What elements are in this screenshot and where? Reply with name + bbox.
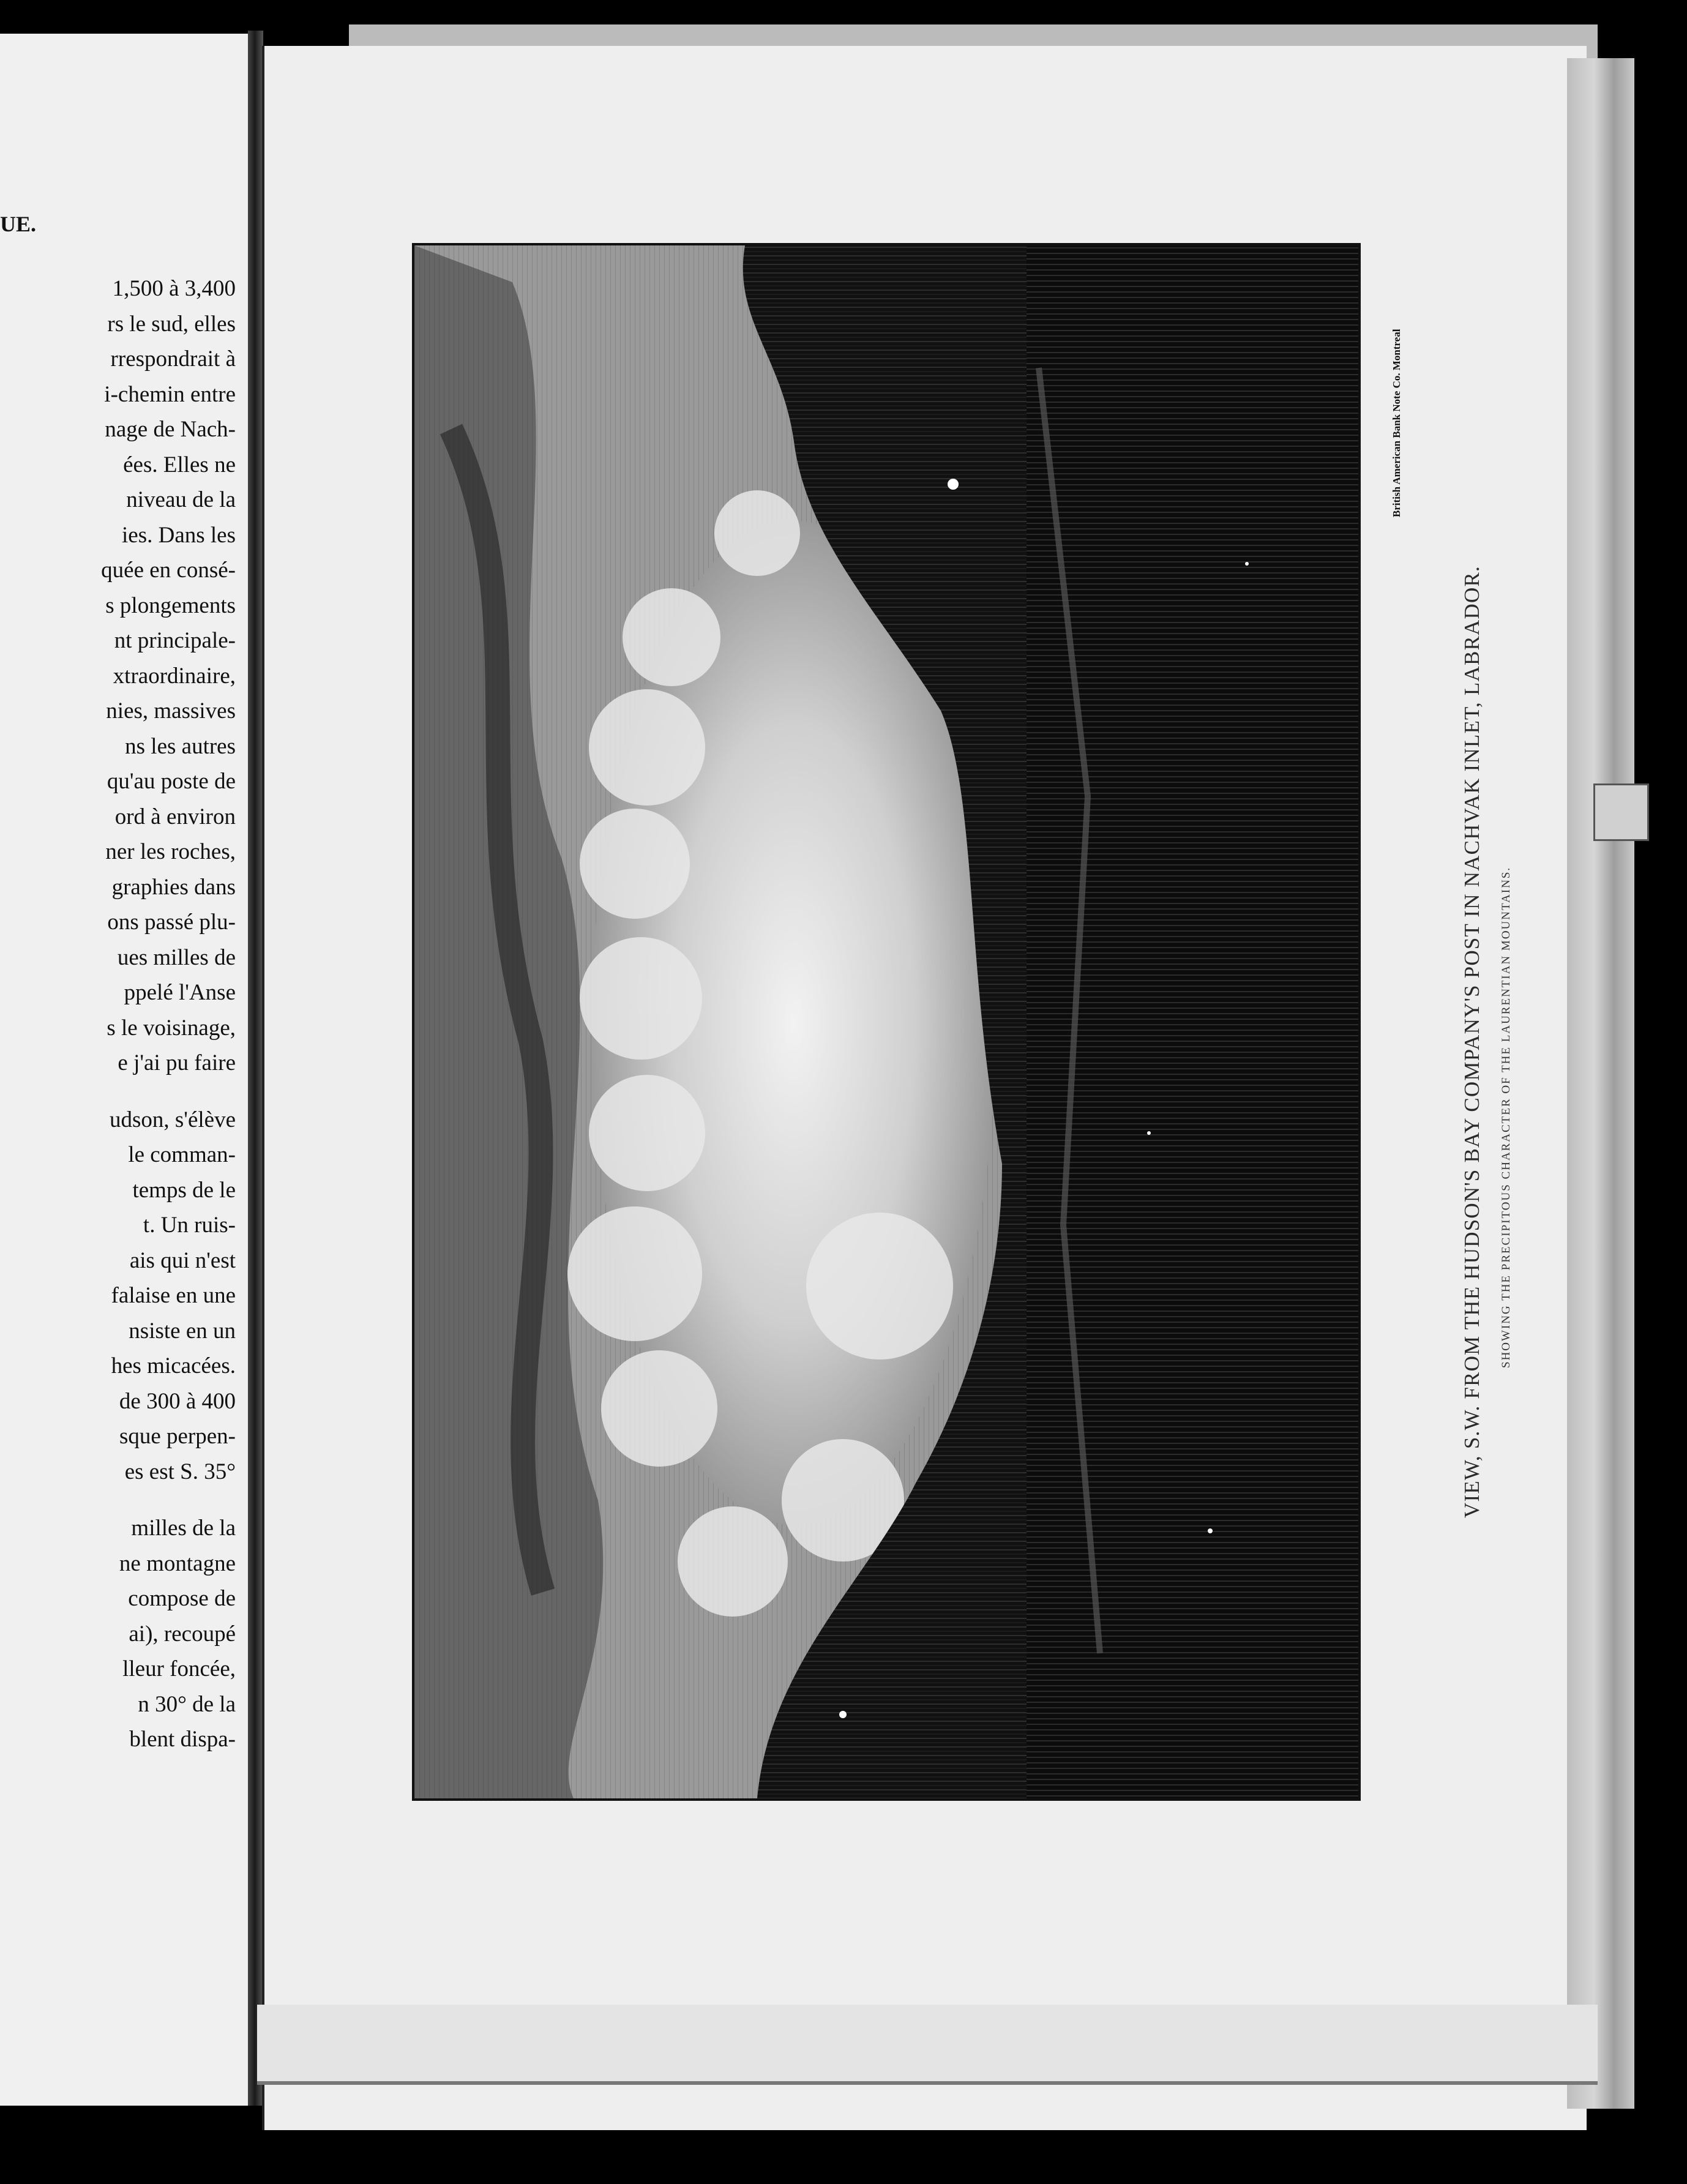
text-line: sque perpen- bbox=[119, 1424, 236, 1449]
text-line: graphies dans bbox=[111, 875, 236, 900]
plate-subcaption: SHOWING THE PRECIPITOUS CHARACTER OF THE LAURENTIAN MOUNTAINS. bbox=[1500, 866, 1513, 1368]
book-gutter bbox=[248, 31, 263, 2106]
text-line: e j'ai pu faire bbox=[118, 1050, 236, 1075]
text-line: s plongements bbox=[105, 593, 236, 618]
text-line: le comman- bbox=[128, 1142, 236, 1167]
text-line: compose de bbox=[128, 1586, 236, 1611]
text-line: ées. Elles ne bbox=[123, 452, 236, 477]
text-line: nt principale- bbox=[114, 628, 236, 653]
text-line: nies, massives bbox=[106, 698, 236, 724]
text-line: ner les roches, bbox=[105, 839, 236, 864]
page-stack-edge bbox=[1567, 58, 1634, 2109]
text-line: ons passé plu- bbox=[107, 910, 236, 935]
text-line: xtraordinaire, bbox=[113, 664, 236, 689]
engraved-plate bbox=[412, 243, 1361, 1801]
text-line: t. Un ruis- bbox=[143, 1213, 236, 1238]
text-line: ai), recoupé bbox=[129, 1621, 236, 1647]
text-line: s le voisinage, bbox=[107, 1015, 236, 1041]
text-line: niveau de la bbox=[126, 487, 236, 512]
binding-tape bbox=[1593, 783, 1649, 841]
text-line: rrespondrait à bbox=[110, 346, 236, 372]
printer-credit: British American Bank Note Co. Montreal bbox=[1391, 329, 1402, 517]
text-line: ais qui n'est bbox=[129, 1248, 236, 1273]
text-line: es est S. 35° bbox=[124, 1459, 236, 1484]
mountain-landscape-engraving bbox=[414, 245, 1358, 1798]
text-line: ns les autres bbox=[125, 734, 236, 759]
text-line: blent dispa- bbox=[129, 1727, 236, 1752]
text-line: rs le sud, elles bbox=[107, 312, 236, 337]
text-line: ord à environ bbox=[114, 804, 236, 829]
text-line: nage de Nach- bbox=[105, 417, 236, 442]
text-line: ppelé l'Anse bbox=[124, 980, 236, 1005]
text-line: falaise en une bbox=[111, 1283, 236, 1308]
text-line: udson, s'élève bbox=[109, 1107, 236, 1132]
text-line: lleur foncée, bbox=[122, 1656, 236, 1681]
text-line: hes micacées. bbox=[111, 1353, 236, 1378]
running-heading: UE. bbox=[0, 212, 37, 236]
left-page bbox=[0, 34, 248, 2106]
text-line: qu'au poste de bbox=[107, 769, 236, 794]
text-line: temps de le bbox=[132, 1178, 236, 1203]
page-bottom-edge bbox=[257, 2005, 1598, 2085]
text-line: ies. Dans les bbox=[122, 523, 236, 548]
text-line: n 30° de la bbox=[138, 1692, 236, 1717]
text-line: nsiste en un bbox=[129, 1318, 236, 1344]
text-line: ne montagne bbox=[119, 1551, 236, 1576]
text-line: de 300 à 400 bbox=[119, 1389, 236, 1414]
text-line: ues milles de bbox=[117, 945, 236, 970]
text-line: quée en consé- bbox=[101, 558, 236, 583]
text-line: i-chemin entre bbox=[104, 382, 236, 407]
plate-caption: VIEW, S.W. FROM THE HUDSON'S BAY COMPANY'S POST IN NACHVAK INLET, LABRADOR. bbox=[1460, 566, 1484, 1518]
text-line: milles de la bbox=[131, 1516, 236, 1541]
text-line: 1,500 à 3,400 bbox=[112, 276, 236, 301]
